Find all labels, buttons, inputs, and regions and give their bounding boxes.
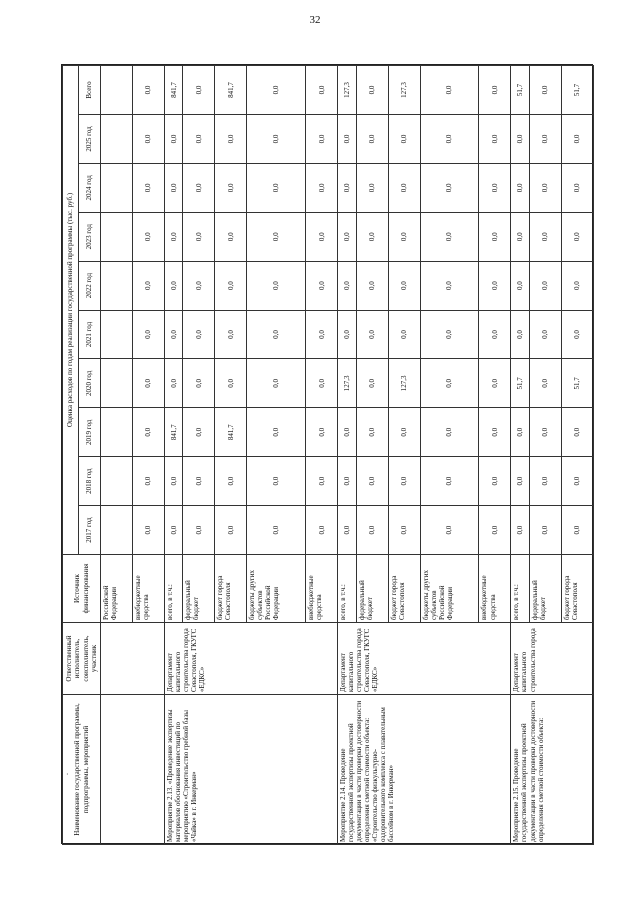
amount-cell: 0,0 bbox=[164, 310, 182, 359]
amount-cell: 0,0 bbox=[529, 359, 561, 408]
amount-cell: 0,0 bbox=[306, 457, 338, 506]
amount-cell: 0,0 bbox=[183, 310, 215, 359]
budget-table-frame bbox=[61, 64, 593, 844]
amount-cell: 0,0 bbox=[306, 310, 338, 359]
amount-cell: 0,0 bbox=[247, 408, 306, 457]
amount-cell: 841,7 bbox=[164, 66, 182, 115]
amount-cell: 0,0 bbox=[561, 114, 593, 163]
funding-source: всего, в т.ч.: bbox=[338, 555, 356, 623]
amount-cell: 0,0 bbox=[561, 261, 593, 310]
amount-cell: 0,0 bbox=[183, 359, 215, 408]
amount-cell: 0,0 bbox=[420, 114, 479, 163]
amount-cell: 0,0 bbox=[561, 457, 593, 506]
amount-cell: 0,0 bbox=[164, 506, 182, 555]
amount-cell: 0,0 bbox=[561, 408, 593, 457]
amount-cell: 0,0 bbox=[511, 310, 529, 359]
amount-cell: 0,0 bbox=[132, 359, 164, 408]
amount-cell: 0,0 bbox=[529, 457, 561, 506]
amount-cell: 0,0 bbox=[388, 457, 420, 506]
table-row bbox=[164, 66, 182, 845]
amount-cell: 0,0 bbox=[511, 408, 529, 457]
footnote-mark: · bbox=[66, 770, 69, 779]
funding-source: федеральный бюджет bbox=[356, 555, 388, 623]
amount-cell: 0,0 bbox=[306, 66, 338, 115]
funding-source: внебюджетные средства bbox=[479, 555, 511, 623]
header-estimate: Оценка расходов по годам реализации государственной программы (тыс. руб.) bbox=[63, 66, 79, 555]
amount-cell: 51,7 bbox=[561, 359, 593, 408]
amount-cell: 0,0 bbox=[164, 261, 182, 310]
amount-cell: 0,0 bbox=[132, 66, 164, 115]
amount-cell: 0,0 bbox=[164, 457, 182, 506]
amount-cell: 0,0 bbox=[420, 408, 479, 457]
header-year: 2025 год bbox=[79, 114, 101, 163]
funding-source: бюджет города Севастополя bbox=[215, 555, 247, 623]
amount-cell: 0,0 bbox=[420, 261, 479, 310]
amount-cell bbox=[101, 114, 133, 163]
amount-cell: 0,0 bbox=[183, 163, 215, 212]
amount-cell: 0,0 bbox=[529, 261, 561, 310]
header-source: Источник финансирования bbox=[63, 555, 101, 623]
amount-cell: 0,0 bbox=[511, 212, 529, 261]
amount-cell: 0,0 bbox=[247, 261, 306, 310]
amount-cell: 0,0 bbox=[529, 310, 561, 359]
header-year: 2018 год bbox=[79, 457, 101, 506]
funding-source: внебюджетные средства bbox=[306, 555, 338, 623]
funding-source: федеральный бюджет bbox=[529, 555, 561, 623]
amount-cell: 0,0 bbox=[356, 163, 388, 212]
amount-cell: 0,0 bbox=[132, 212, 164, 261]
measure-executor: Департамент капитального строительства города bbox=[511, 623, 594, 695]
table-row bbox=[101, 66, 133, 845]
amount-cell: 0,0 bbox=[420, 66, 479, 115]
amount-cell: 0,0 bbox=[356, 359, 388, 408]
amount-cell bbox=[101, 408, 133, 457]
amount-cell bbox=[101, 506, 133, 555]
amount-cell: 841,7 bbox=[215, 408, 247, 457]
amount-cell bbox=[101, 212, 133, 261]
amount-cell: 0,0 bbox=[356, 212, 388, 261]
amount-cell: 0,0 bbox=[306, 212, 338, 261]
amount-cell: 127,3 bbox=[338, 359, 356, 408]
amount-cell: 0,0 bbox=[306, 506, 338, 555]
amount-cell: 0,0 bbox=[338, 408, 356, 457]
amount-cell: 0,0 bbox=[479, 310, 511, 359]
amount-cell: 0,0 bbox=[183, 114, 215, 163]
amount-cell: 0,0 bbox=[479, 114, 511, 163]
amount-cell: 51,7 bbox=[511, 359, 529, 408]
amount-cell: 51,7 bbox=[561, 66, 593, 115]
amount-cell: 0,0 bbox=[479, 408, 511, 457]
amount-cell: 0,0 bbox=[338, 506, 356, 555]
header-year: 2019 год bbox=[79, 408, 101, 457]
amount-cell: 0,0 bbox=[356, 310, 388, 359]
amount-cell: 0,0 bbox=[338, 261, 356, 310]
amount-cell: 0,0 bbox=[215, 261, 247, 310]
budget-table bbox=[62, 65, 594, 845]
amount-cell: 0,0 bbox=[306, 163, 338, 212]
header-name: Наименование государственной программы, подпрограммы, мероприятий bbox=[63, 695, 101, 845]
amount-cell: 0,0 bbox=[479, 212, 511, 261]
amount-cell: 0,0 bbox=[132, 163, 164, 212]
amount-cell: 0,0 bbox=[247, 506, 306, 555]
header-year: 2021 год bbox=[79, 310, 101, 359]
funding-source: всего, в т.ч.: bbox=[511, 555, 529, 623]
amount-cell: 0,0 bbox=[388, 114, 420, 163]
table-row bbox=[511, 66, 529, 845]
amount-cell: 0,0 bbox=[420, 310, 479, 359]
amount-cell: 0,0 bbox=[356, 408, 388, 457]
page-number: 32 bbox=[309, 14, 321, 26]
amount-cell: 0,0 bbox=[215, 310, 247, 359]
amount-cell: 0,0 bbox=[338, 457, 356, 506]
amount-cell: 0,0 bbox=[561, 212, 593, 261]
amount-cell: 0,0 bbox=[479, 66, 511, 115]
amount-cell: 0,0 bbox=[247, 212, 306, 261]
amount-cell: 0,0 bbox=[132, 114, 164, 163]
amount-cell: 0,0 bbox=[356, 261, 388, 310]
amount-cell: 0,0 bbox=[215, 163, 247, 212]
amount-cell: 0,0 bbox=[247, 359, 306, 408]
amount-cell bbox=[101, 359, 133, 408]
amount-cell: 0,0 bbox=[215, 359, 247, 408]
amount-cell: 0,0 bbox=[306, 261, 338, 310]
amount-cell bbox=[101, 261, 133, 310]
funding-source: всего, в т.ч.: bbox=[164, 555, 182, 623]
measure-name: Мероприятие 2.15. Проведение государственной экспертизы проектной документации в части проверки достоверности определения сметной стоимости объекта: bbox=[511, 695, 594, 845]
rotated-table-container bbox=[62, 65, 594, 845]
amount-cell: 0,0 bbox=[388, 408, 420, 457]
measure-name: Мероприятие 2.13. «Проведение экспертизы материалов обоснования инвестиций по мероприятию «Строительство гребной базы «Чайка» в г. Инкерман» bbox=[164, 695, 337, 845]
amount-cell: 0,0 bbox=[247, 66, 306, 115]
amount-cell: 0,0 bbox=[511, 261, 529, 310]
amount-cell: 0,0 bbox=[420, 212, 479, 261]
amount-cell: 0,0 bbox=[388, 212, 420, 261]
measure-name bbox=[101, 695, 165, 845]
amount-cell: 0,0 bbox=[479, 163, 511, 212]
amount-cell: 841,7 bbox=[215, 66, 247, 115]
amount-cell: 0,0 bbox=[247, 457, 306, 506]
amount-cell: 0,0 bbox=[247, 163, 306, 212]
measure-executor: Департамент капитального строительства города Севастополя, ГКУГС «ЕДКС» bbox=[164, 623, 337, 695]
amount-cell: 0,0 bbox=[183, 261, 215, 310]
amount-cell: 0,0 bbox=[511, 506, 529, 555]
funding-source: Российской Федерации bbox=[101, 555, 133, 623]
funding-source: внебюджетные средства bbox=[132, 555, 164, 623]
amount-cell: 0,0 bbox=[338, 163, 356, 212]
amount-cell: 0,0 bbox=[420, 506, 479, 555]
amount-cell: 0,0 bbox=[132, 261, 164, 310]
amount-cell: 127,3 bbox=[388, 66, 420, 115]
amount-cell: 0,0 bbox=[306, 114, 338, 163]
amount-cell: 0,0 bbox=[338, 212, 356, 261]
amount-cell bbox=[101, 457, 133, 506]
amount-cell: 0,0 bbox=[420, 359, 479, 408]
amount-cell: 0,0 bbox=[215, 506, 247, 555]
amount-cell: 0,0 bbox=[183, 408, 215, 457]
amount-cell: 0,0 bbox=[529, 163, 561, 212]
header-executor: Ответственный исполнитель, соисполнитель, участник bbox=[63, 623, 101, 695]
amount-cell: 0,0 bbox=[561, 163, 593, 212]
amount-cell: 0,0 bbox=[132, 457, 164, 506]
amount-cell: 0,0 bbox=[247, 310, 306, 359]
amount-cell: 0,0 bbox=[215, 212, 247, 261]
amount-cell: 0,0 bbox=[183, 506, 215, 555]
amount-cell: 0,0 bbox=[561, 310, 593, 359]
amount-cell: 0,0 bbox=[420, 457, 479, 506]
amount-cell: 0,0 bbox=[164, 359, 182, 408]
amount-cell: 0,0 bbox=[529, 506, 561, 555]
amount-cell: 0,0 bbox=[479, 261, 511, 310]
funding-source: бюджет города Севастополя bbox=[388, 555, 420, 623]
amount-cell: 0,0 bbox=[479, 457, 511, 506]
amount-cell: 0,0 bbox=[132, 310, 164, 359]
amount-cell: 0,0 bbox=[356, 114, 388, 163]
amount-cell: 0,0 bbox=[338, 310, 356, 359]
amount-cell: 0,0 bbox=[164, 163, 182, 212]
amount-cell: 0,0 bbox=[132, 506, 164, 555]
amount-cell: 0,0 bbox=[388, 261, 420, 310]
amount-cell bbox=[101, 310, 133, 359]
amount-cell: 127,3 bbox=[388, 359, 420, 408]
amount-cell: 0,0 bbox=[215, 114, 247, 163]
amount-cell: 0,0 bbox=[479, 359, 511, 408]
header-year: Всего bbox=[79, 66, 101, 115]
amount-cell: 0,0 bbox=[529, 66, 561, 115]
funding-source: бюджеты других субъектов Российской Федерации bbox=[247, 555, 306, 623]
amount-cell: 0,0 bbox=[511, 114, 529, 163]
header-year: 2024 год bbox=[79, 163, 101, 212]
amount-cell bbox=[101, 66, 133, 115]
amount-cell: 0,0 bbox=[511, 163, 529, 212]
amount-cell: 0,0 bbox=[183, 457, 215, 506]
header-year: 2020 год bbox=[79, 359, 101, 408]
amount-cell: 0,0 bbox=[306, 359, 338, 408]
amount-cell: 0,0 bbox=[529, 212, 561, 261]
amount-cell: 0,0 bbox=[420, 163, 479, 212]
amount-cell: 0,0 bbox=[164, 212, 182, 261]
measure-executor bbox=[101, 623, 165, 695]
amount-cell: 0,0 bbox=[511, 457, 529, 506]
amount-cell: 0,0 bbox=[388, 163, 420, 212]
amount-cell: 0,0 bbox=[561, 506, 593, 555]
amount-cell: 0,0 bbox=[356, 66, 388, 115]
amount-cell: 0,0 bbox=[388, 310, 420, 359]
amount-cell: 0,0 bbox=[356, 506, 388, 555]
amount-cell: 841,7 bbox=[164, 408, 182, 457]
header-year: 2017 год bbox=[79, 506, 101, 555]
header-year: 2023 год bbox=[79, 212, 101, 261]
amount-cell: 0,0 bbox=[306, 408, 338, 457]
amount-cell: 0,0 bbox=[356, 457, 388, 506]
amount-cell: 127,3 bbox=[338, 66, 356, 115]
funding-source: федеральный бюджет bbox=[183, 555, 215, 623]
measure-name: Мероприятие 2.14. Проведение государственной экспертизы проектной документации в части проверки достоверности определения сметной стоимости объекта: «Строительство физкультурно-оздоровительного комплекса с плавательным бассейном в г. Инкерман» bbox=[338, 695, 511, 845]
funding-source: бюджеты других субъектов Российской Федерации bbox=[420, 555, 479, 623]
funding-source: бюджет города Севастополя bbox=[561, 555, 593, 623]
amount-cell: 0,0 bbox=[183, 66, 215, 115]
amount-cell: 0,0 bbox=[529, 408, 561, 457]
amount-cell: 0,0 bbox=[215, 457, 247, 506]
amount-cell: 0,0 bbox=[529, 114, 561, 163]
amount-cell: 0,0 bbox=[388, 506, 420, 555]
amount-cell: 0,0 bbox=[338, 114, 356, 163]
amount-cell bbox=[101, 163, 133, 212]
amount-cell: 0,0 bbox=[132, 408, 164, 457]
amount-cell: 51,7 bbox=[511, 66, 529, 115]
amount-cell: 0,0 bbox=[479, 506, 511, 555]
amount-cell: 0,0 bbox=[247, 114, 306, 163]
amount-cell: 0,0 bbox=[183, 212, 215, 261]
amount-cell: 0,0 bbox=[164, 114, 182, 163]
table-row bbox=[338, 66, 356, 845]
header-year: 2022 год bbox=[79, 261, 101, 310]
measure-executor: Департамент капитального строительства города Севастополя, ГКУГС «ЕДКС» bbox=[338, 623, 511, 695]
